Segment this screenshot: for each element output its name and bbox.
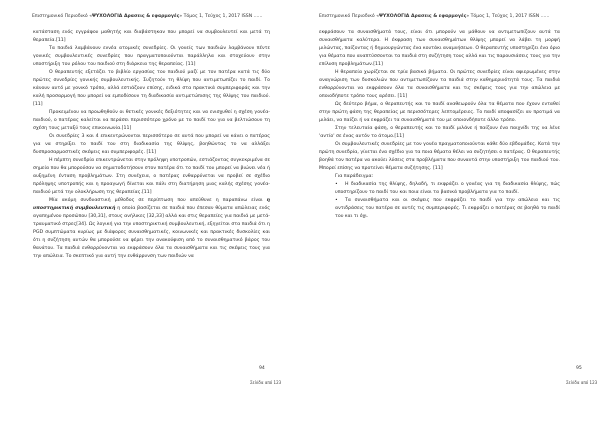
paragraph-text: η οποία βασίζεται σε παιδιά που έπεσαν θύματα απώλειας ενός αγαπημένου προσώπου [30,31], στους ανήλικες [32,33] αλλά και στις θεραπείες για παιδιά με μετά-τραυματικό στρες[34]. Ως λογική για την υποστηρικτική συμβουλευτική, εξηγείται στα παιδιά ότι η PGD συμπτώματα κυρίως με διάφορες συναισθηματικές, κοινωνικές και πρακτικές δυσκολίες και ότι η συζήτηση αυτών θα μπορούσε να φέρει την ανακούφιση από το συναισθηματικό βάρος του θανάτου. Τα παιδιά ενθαρρύνονται να εκφράσουν όλα τα συναισθήματα και τις σκέψεις τους για την απώλεια. Το σκεπτικό για αυτή την ενθάρρυνση των παιδιών να — [33, 206, 270, 259]
paragraph — [33, 197, 270, 261]
page-number: 95 — [576, 366, 582, 371]
right-page — [300, 0, 600, 424]
paragraph-text: Μία ακόμη συνδυαστική μέθοδος σε περίπτωση που απεύθυνε η παραπάνω είναι — [49, 198, 267, 203]
paragraph: Η θεραπεία χωρίζεται σε τρία βασικά βήματα. Οι πρώτες συνεδρίες είναι αφιερωμένες στην αναγνώριση των δυσκολιών που αντιμετωπίζουν τα παιδιά στην καθημερινότητά τους. Τα παιδιά ενθαρρύνονται να εκφράσουν όλα τα συναισθήματα και τις σκέψεις τους για την απώλεια με οποιοδήποτε τρόπο τους αρέσει. [11] — [319, 70, 560, 99]
paragraph: Προκειμένου να προωθηθούν οι θετικές γονικές δεξιότητες και να ενισχυθεί η σχέση γονέα-παιδιού, ο πατέρας καλείται να περάσει περισσότερο χρόνο με το παιδί του για να βελτιώσουν τη σχέση τους μεταξύ τους επικοινωνία.[11] — [33, 110, 270, 131]
paragraph: εκφράσουν τα συναισθήματά τους, είναι ότι μπορούν να μάθουν να αντιμετωπίζουν αυτά τα συναισθήματα καλύτερα. Η έκφραση των συναισθημάτων θλίψης μπορεί να λάβει τη μορφή μιλώντας, παίζοντας ή δημιουργώντας ένα κουτάκι αναμνήσεων. Ο θεραπευτής υποστηρίζει ένα όριο για θέματα που αναπτύσσονται τα παιδιά στη συζήτηση τους αλλά και τις παρουσιάσεις τους για την επίλυση προβλημάτων.[11] — [319, 30, 561, 67]
bullet-item — [319, 197, 560, 221]
journal-title: ΨΥΧΟΛΟΓΙΑ Δρασεις & εφαρμογές — [379, 14, 467, 19]
paragraph: κατάσταση ενός εγγράφου μαθητής και διαβάστηκαν που μπορεί να συμβουλευτεί και μετά τη θεραπεία.[11] — [33, 30, 270, 43]
bullet-text: Η διαδικασία της θλίψης, δηλαδή, τι εκφράζει ο γονέας για τη διαδικασία θλίψης, πώς υποστηρίζουν το παιδί του και ποια είναι τα βασικά προβλήματα για το παιδί. — [335, 182, 560, 195]
page-footer: Σελίδα από 123 — [566, 380, 598, 385]
paragraph: Τα παιδιά λαμβάνουν εννέα ατομικές συνεδρίες. Οι γονείς των παιδιών λαμβάνουν πέντε γονικές συμβουλευτικές συνεδρίες που πραγματοποιούνται παράλληλα και στοχεύουν στην υποστήριξη του ρόλου του παιδιού στη διάρκεια της θεραπείας. [11] — [33, 46, 270, 67]
emphasized-term: η υποστηρικτική συμβουλευτική — [33, 198, 270, 211]
page-number: 94 — [259, 366, 265, 371]
bullet-icon: • — [335, 182, 338, 187]
header-volume: » Τόμος 1, Τεύχος 1, 2017 ISSN ...... — [179, 14, 263, 19]
paragraph: Οι συνεδρίες 3 και 4 επικεντρώνονται περισσότερο σε αυτά που μπορεί να κάνει ο πατέρας για να στηρίξει το παιδί του στη διαδικασία της θλίψης, βοηθώντας το να αλλάξει δυσπροσαρμοστικές σκέψεις και συμπεριφορές. [11] — [33, 134, 270, 155]
running-header — [32, 14, 262, 19]
paragraph: Η πέμπτη συνεδρία επικεντρώνεται στην πρόληψη υποτροπών, εστιάζοντας συγκεκριμένα σε σημεία που θα μπορούσαν να σηματοδοτήσουν στον πατέρα ότι το παιδί του μπορεί να βιώνει νέα ή αυξημένη ένταση προβλημάτων. Στη συνέχεια, ο πατέρας ενθαρρύνεται να προβεί σε σχέδιο πρόληψης υποτροπής και η προαγωγή δίνεται και πάλι στη διατήρηση μιας καλής σχέσης γονέα-παιδιού μετά την ολοκλήρωση της θεραπείας.[11] — [33, 158, 270, 195]
bullet-text: Τα συναισθήματα και οι σκέψεις που εκφράζει το παιδί για την απώλεια και τις αντιδράσεις του πατέρα σε αυτές τις συμπεριφορές. Τι εκφράζει ο πατέρας σε βοηθά το παιδί του και τι όχι. — [335, 198, 560, 219]
header-text: Επιστημονικό Περιοδικό « — [319, 14, 380, 19]
paragraph: Ο θεραπευτής εξετάζει το βιβλίο εργασίας του παιδιού μαζί με τον πατέρα κατά τις δύο πρώτες συνεδρίες γονικής συμβουλευτικής. Συζητούν τη θλίψη που αντιμετωπίζει το παιδί. Το κάνουν αυτό με γονικό τρόπο, αλλά εστιάζουν επίσης, ειδικά στα πρακτικά συμπεριφοράς και την καλή προσαρμογή που μπορεί να εμποδίσουν τη διαδικασία αντιμετώπισης της θλίψης του παιδιού.[11] — [33, 70, 270, 107]
page-footer: Σελίδα από 123 — [250, 380, 282, 385]
journal-title: ΨΥΧΟΛΟΓΙΑ Δρασεις & εφαρμογές — [92, 14, 180, 19]
running-header — [319, 14, 549, 19]
paragraph: Οι συμβουλευτικές συνεδρίες με τον γονέα πραγματοποιούνται κάθε δύο εβδομάδες. Κατά την πρώτη συνεδρία, γίνεται ένα σχέδιο για τα ποια θέματα θέλει να συζητήσει ο πατέρας. Ο θεραπευτής βοηθά τον πατέρα να ακούει λύσεις στα προβλήματα που συναντά στην υποστήριξη του παιδιού του. Μπορεί επίσης να προτείνει θέματα συζήτησης. [11] — [319, 142, 560, 171]
paragraph: Στην τελευταία φάση, ο θεραπευτής και το παιδί μιλάνε ή παίζουν ένα παιχνίδι της να λένε 'αντίο' σε ένας αυτόν το άτομο.[11] — [319, 126, 560, 139]
paragraph: Ως δεύτερο βήμα, ο θεραπευτής και το παιδί αναθεωρούν όλα τα θέματα που έχουν ενταθεί στην πρώτη φάση της θεραπείας με περισσότερες λεπτομέρειες. Το παιδί αποφασίζει αν προτιμά να μιλάει, να παίζει ή να εκφράζει τα συναισθήματά του με οποιονδήποτε άλλο τρόπο. — [319, 102, 560, 123]
example-label: Για παράδειγμα: — [335, 174, 374, 179]
header-volume: » Τόμος 1, Τεύχος 1, 2017 ISSN ...... — [466, 14, 550, 19]
body-text — [33, 29, 270, 261]
bullet-item — [319, 181, 560, 197]
body-text — [319, 29, 560, 221]
bullet-icon: • — [335, 198, 338, 203]
header-text: Επιστημονικό Περιοδικό « — [32, 14, 93, 19]
